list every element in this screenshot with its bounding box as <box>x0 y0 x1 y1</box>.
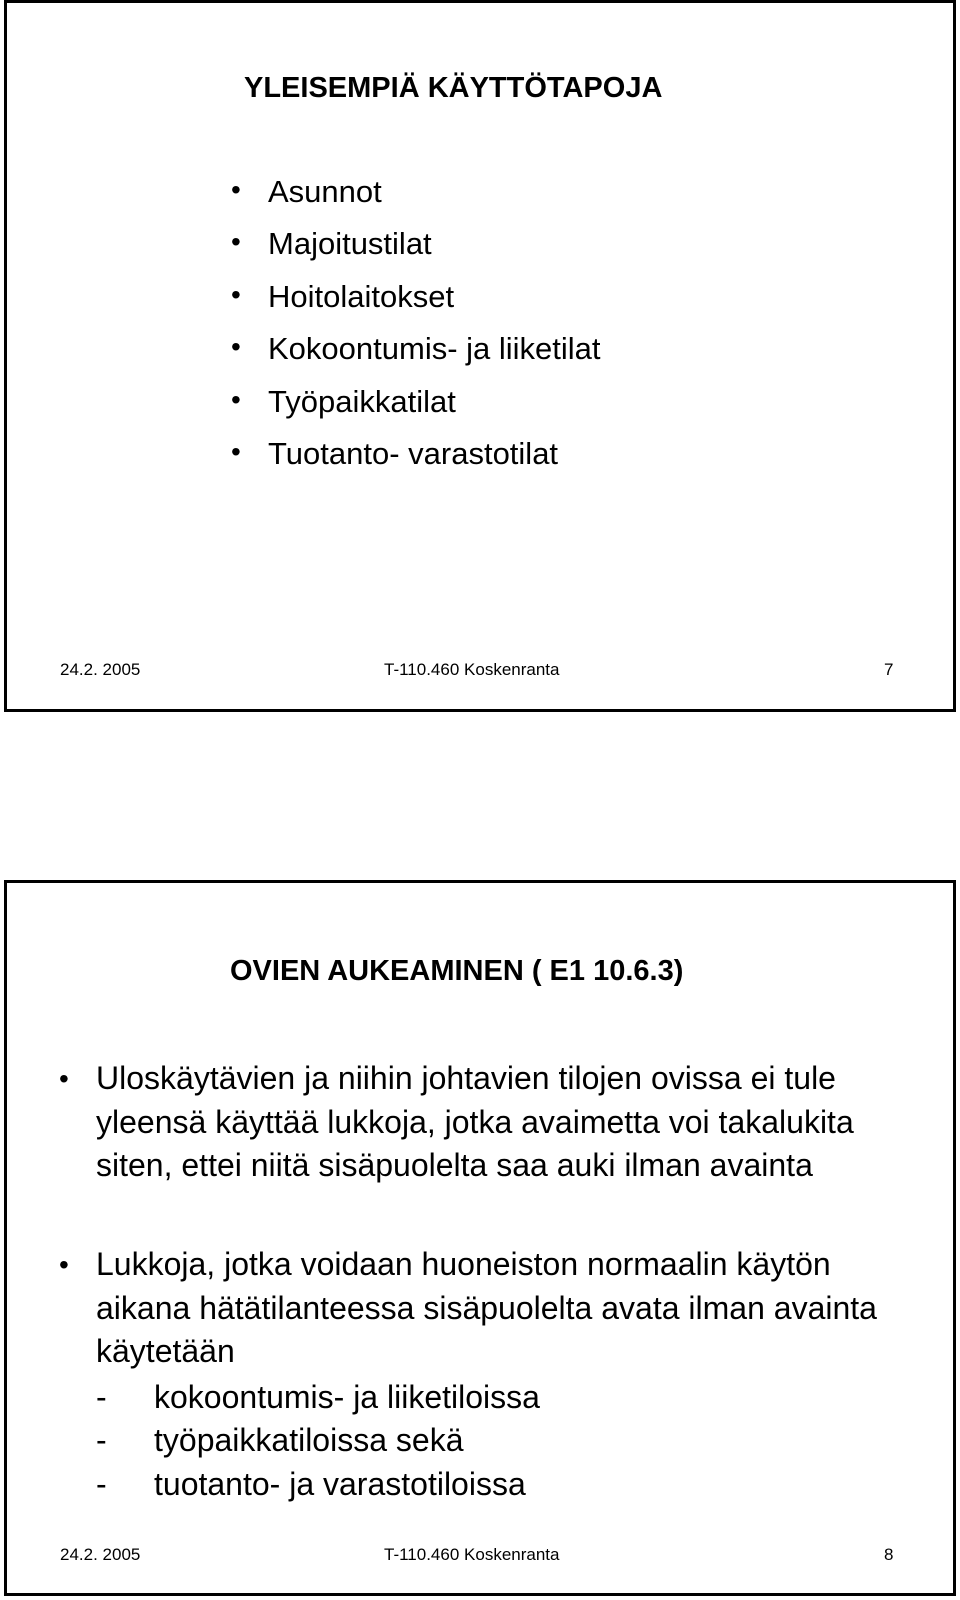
bullet-icon: • <box>231 331 241 362</box>
sub-list-item <box>96 1466 526 1503</box>
bullet-icon: • <box>231 226 241 257</box>
slide-title: OVIEN AUKEAMINEN ( E1 10.6.3) <box>230 955 684 987</box>
footer-date: 24.2. 2005 <box>60 1545 141 1564</box>
sub-list-item-text: kokoontumis- ja liiketiloissa <box>154 1379 540 1415</box>
sub-list-item-text: tuotanto- ja varastotiloissa <box>154 1466 526 1502</box>
list-item-text: Tuotanto- varastotilat <box>268 436 559 471</box>
bullet-paragraph <box>59 1057 916 1188</box>
list-item <box>231 226 432 262</box>
paragraph-text: Uloskäytävien ja niihin johtavien tilojen ovissa ei tule yleensä käyttää lukkoja, jotka avaimetta voi takalukita siten, ettei niitä sisäpuolelta saa auki ilman avainta <box>96 1060 854 1183</box>
sub-list-item-text: työpaikkatiloissa sekä <box>154 1422 464 1458</box>
sub-list-item <box>96 1422 463 1459</box>
footer-page-number: 7 <box>884 660 894 679</box>
bullet-icon: • <box>59 1063 69 1094</box>
sub-list-item <box>96 1379 540 1416</box>
dash-marker: - <box>96 1379 107 1415</box>
bullet-icon: • <box>231 384 241 415</box>
bullet-icon: • <box>59 1249 69 1280</box>
list-item <box>231 331 601 367</box>
list-item-text: Hoitolaitokset <box>268 279 455 314</box>
footer-page-number: 8 <box>884 1545 894 1564</box>
list-item-text: Asunnot <box>268 174 382 209</box>
slide-title: YLEISEMPIÄ KÄYTTÖTAPOJA <box>244 72 663 104</box>
list-item-text: Työpaikkatilat <box>268 384 456 419</box>
paragraph-text: Lukkoja, jotka voidaan huoneiston normaalin käytön aikana hätätilanteessa sisäpuolelta avata ilman avainta käytetään <box>96 1246 877 1369</box>
bullet-icon: • <box>231 436 241 467</box>
list-item <box>231 279 455 315</box>
list-item <box>231 174 382 210</box>
list-item <box>231 436 559 472</box>
dash-marker: - <box>96 1466 107 1502</box>
list-item <box>231 384 456 420</box>
footer-course: T-110.460 Koskenranta <box>384 660 560 679</box>
bullet-icon: • <box>231 279 241 310</box>
bullet-paragraph <box>59 1243 916 1374</box>
list-item-text: Majoitustilat <box>268 226 432 261</box>
footer-course: T-110.460 Koskenranta <box>384 1545 560 1564</box>
list-item-text: Kokoontumis- ja liiketilat <box>268 331 601 366</box>
footer-date: 24.2. 2005 <box>60 660 141 679</box>
dash-marker: - <box>96 1422 107 1458</box>
bullet-icon: • <box>231 174 241 205</box>
